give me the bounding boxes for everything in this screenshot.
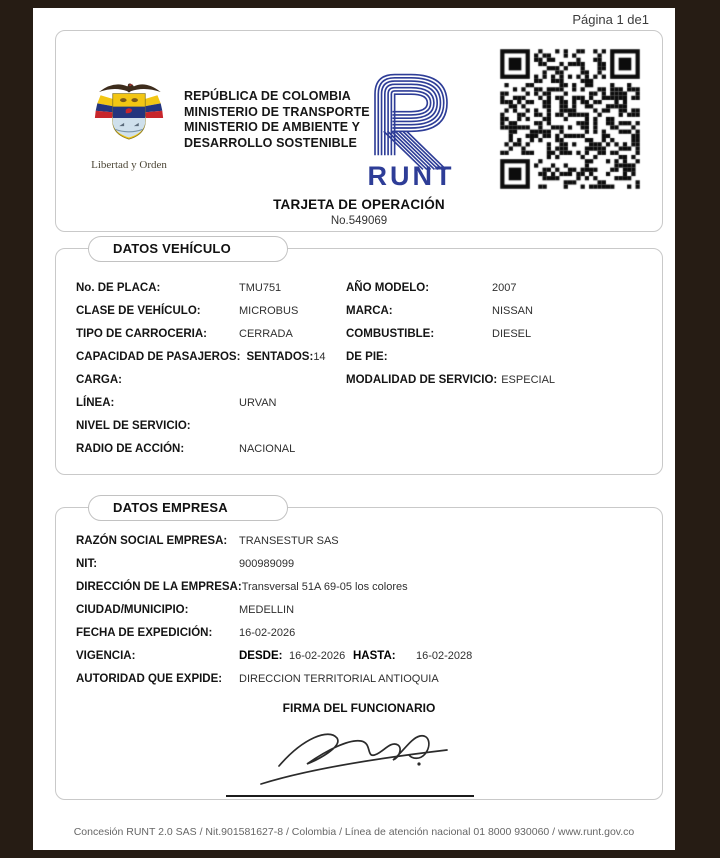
field-label: AÑO MODELO: <box>346 282 430 294</box>
field-label: NIVEL DE SERVICIO: <box>76 420 191 432</box>
field-row-placa <box>76 282 326 305</box>
vehicle-right-column <box>346 282 555 397</box>
field-label: CAPACIDAD DE PASAJEROS: <box>76 351 241 363</box>
field-value: DIRECCION TERRITORIAL ANTIOQUIA <box>239 673 439 685</box>
field-row-combustible <box>346 328 555 351</box>
field-value: DIESEL <box>492 328 532 340</box>
vigencia-desde-value: 16-02-2026 <box>289 650 346 662</box>
field-value: TRANSESTUR SAS <box>239 535 339 547</box>
colombia-coat-of-arms-icon <box>90 79 168 157</box>
company-section <box>55 500 663 800</box>
handwritten-signature <box>251 714 481 796</box>
field-label: TIPO DE CARROCERIA: <box>76 328 207 340</box>
field-label: CLASE DE VEHÍCULO: <box>76 305 201 317</box>
field-row-ciudad <box>76 604 472 627</box>
field-value: MEDELLIN <box>239 604 295 616</box>
vehicle-left-column <box>76 282 326 466</box>
field-row-nivel <box>76 420 326 443</box>
field-sublabel: SENTADOS: <box>246 351 314 363</box>
ministry-line: MINISTERIO DE AMBIENTE Y <box>184 120 361 134</box>
field-value: MICROBUS <box>239 305 299 317</box>
vigencia-desde-label: DESDE: <box>239 650 283 662</box>
field-row-modalidad <box>346 374 555 397</box>
field-row-carroceria <box>76 328 326 351</box>
runt-logo-icon <box>351 61 471 171</box>
field-label: DE PIE: <box>346 351 388 363</box>
vehicle-section <box>55 241 663 475</box>
coat-of-arms-motto: Libertad y Orden <box>91 159 167 171</box>
document-page <box>33 8 675 850</box>
field-row-autoridad <box>76 673 472 696</box>
field-row-carga <box>76 374 326 397</box>
field-label: LÍNEA: <box>76 397 115 409</box>
ministry-line: REPÚBLICA DE COLOMBIA <box>184 89 351 103</box>
ministry-line: MINISTERIO DE TRANSPORTE <box>184 104 370 119</box>
field-row-nit <box>76 558 472 581</box>
signature-title: FIRMA DEL FUNCIONARIO <box>282 701 436 715</box>
company-rows <box>76 535 472 696</box>
field-row-capacidad <box>76 351 326 374</box>
signature-line <box>226 795 474 797</box>
field-label: COMBUSTIBLE: <box>346 328 435 340</box>
field-row-radio <box>76 443 326 466</box>
field-value: NACIONAL <box>239 443 296 455</box>
field-row-direccion <box>76 581 472 604</box>
field-label: NIT: <box>76 558 98 570</box>
field-label: CIUDAD/MUNICIPIO: <box>76 604 189 616</box>
field-value: NISSAN <box>492 305 533 317</box>
header-box <box>55 30 663 232</box>
field-row-depie <box>346 351 555 374</box>
field-value: TMU751 <box>239 282 282 294</box>
ministry-text <box>184 89 370 151</box>
field-label: MARCA: <box>346 305 393 317</box>
field-value: 900989099 <box>239 558 295 570</box>
document-number: No.549069 <box>330 215 388 227</box>
field-row-clase <box>76 305 326 328</box>
field-label: DIRECCIÓN DE LA EMPRESA: <box>76 581 242 593</box>
field-row-razon-social <box>76 535 472 558</box>
vigencia-hasta-value: 16-02-2028 <box>416 650 473 662</box>
field-value: CERRADA <box>239 328 293 340</box>
field-row-marca <box>346 305 555 328</box>
company-section-title: DATOS EMPRESA <box>88 495 288 521</box>
field-label: MODALIDAD DE SERVICIO: <box>346 374 498 386</box>
field-value: 14 <box>313 351 326 363</box>
field-label: RAZÓN SOCIAL EMPRESA: <box>76 535 228 547</box>
field-value: 2007 <box>492 282 517 294</box>
field-label: VIGENCIA: <box>76 650 136 662</box>
field-label: AUTORIDAD QUE EXPIDE: <box>76 673 223 685</box>
qr-code <box>496 45 644 193</box>
field-row-anio <box>346 282 555 305</box>
vigencia-hasta-label: HASTA: <box>353 650 396 662</box>
field-row-linea <box>76 397 326 420</box>
page-indicator: Página 1 de1 <box>572 12 649 27</box>
field-value: ESPECIAL <box>501 374 556 386</box>
footer-text: Concesión RUNT 2.0 SAS / Nit.901581627-8 / Colombia / Línea de atención nacional 01 8000 930060 / www.runt.gov.co <box>73 826 635 838</box>
field-label: CARGA: <box>76 374 122 386</box>
field-value: 16-02-2026 <box>239 627 296 639</box>
field-row-vigencia <box>76 650 472 673</box>
vehicle-section-title: DATOS VEHÍCULO <box>88 236 288 262</box>
field-label: FECHA DE EXPEDICIÓN: <box>76 627 213 639</box>
document-title: TARJETA DE OPERACIÓN <box>273 197 445 212</box>
runt-logo-text: RUNT <box>367 161 455 191</box>
field-value: URVAN <box>239 397 277 409</box>
field-row-fecha-expedicion <box>76 627 472 650</box>
field-value: Transversal 51A 69-05 los colores <box>241 581 408 593</box>
ministry-line: DESARROLLO SOSTENIBLE <box>184 135 357 150</box>
field-label: RADIO DE ACCIÓN: <box>76 443 185 455</box>
field-label: No. DE PLACA: <box>76 282 161 294</box>
